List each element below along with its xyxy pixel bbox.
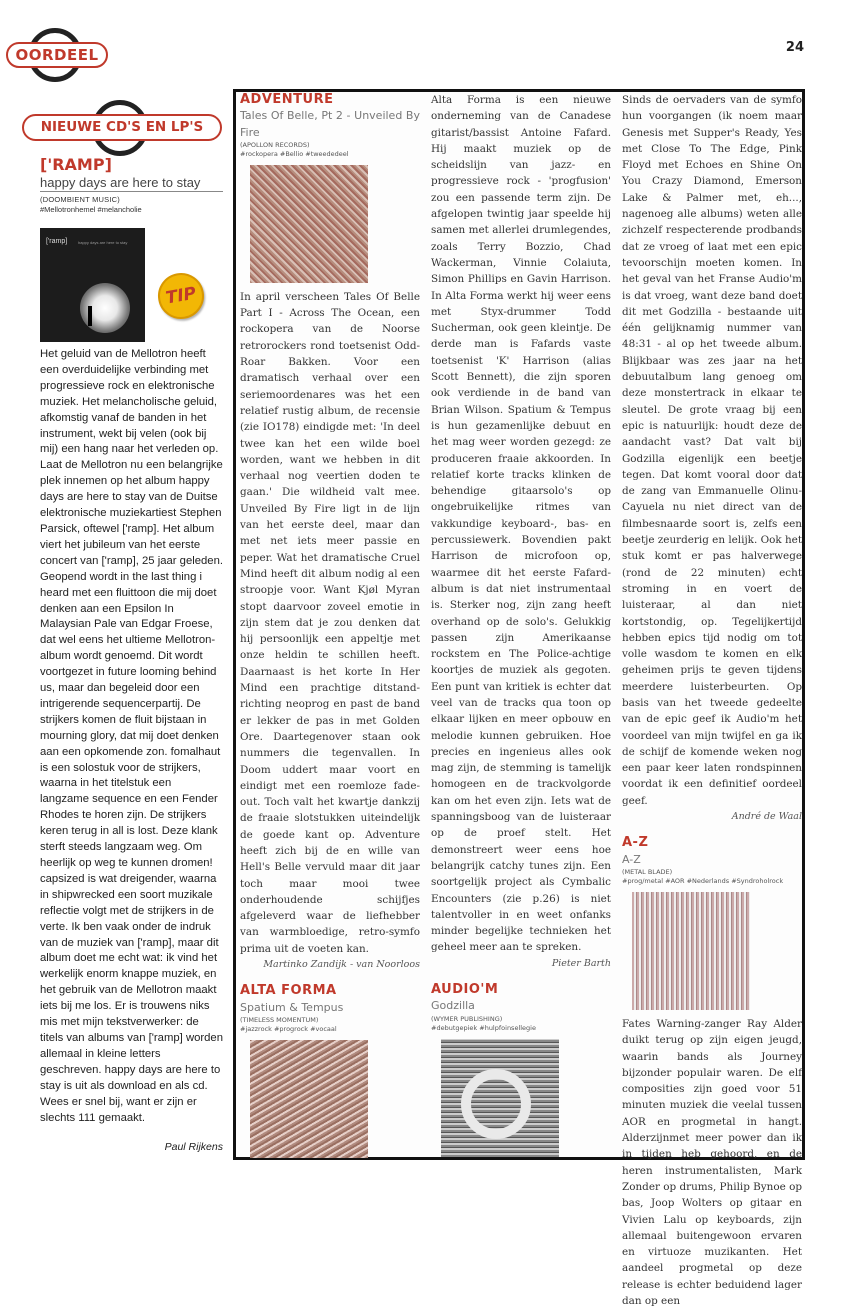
cover-subtext: happy days are here to stay [78, 240, 128, 245]
column-1 [240, 92, 420, 1164]
album-thumbnail [632, 892, 750, 1010]
section-author: Martinko Zandijk - van Noorloos [263, 959, 420, 971]
section-label: (TIMELESS MOMENTUM) [240, 1015, 319, 1024]
album-thumbnail [250, 1040, 368, 1158]
section-body: Sinds de oervaders van de symfo hun voorgangen (ik noem maar Genesis met Supper's Ready, Yes met Close To The Edge, Pink Floyd met Echoes en Shine On You Crazy Diamond, Emerson Lake & Palmer met, eh..., nagenoeg alle albums) weten alle zichzelf respecterende prodbands dat ze vroeg of laat met een epic tevoorschijn moeten komen. In het geval van het Franse Audio'm is dat vroeg, want deze band doet dit met Godzilla - bestaande uit één gelijknamig nummer van 48:31 - al op het tweede album. Blijkbaar was zes jaar na het debuutalbum lang genoeg om deze monstertrack in elkaar te sleutel. De grote vraag bij een epic is natuurlijk: houdt deze de aandacht vast? Dat valt bij Godzilla eigenlijk een beetje tegen. Dat komt vooral door dat de zang van Emmanuelle Olinu-Cayuela nu niet direct van de filmbesnaarde soort is, zelfs een beetje zeurderig en lelijk. Ook het stuk komt er pas halverwege (rond de 22 minuten) echt stroming in en voert de luisteraar, al dan niet kortstondig, op. Tegelijkertijd hebben epics tijd nodig om tot volle wasdom te komen en elk geheimen prijs te geven tijdens meerdere luisterbeurten. Op basis van het tweede gedeelte van de epic geef ik Audio'm het voordeel van mijn twijfel en ga ik de schijf de komende weken nog een paar keer laten rondspinnen voordat ik een definitief oordeel geef. [622, 94, 802, 807]
cover-silhouette [88, 306, 92, 326]
section-body: Fates Warning-zanger Ray Alder duikt terug op zijn eigen jeugd, waarin bands als Journey bijzonder populair waren. De elf composities zijn goed voor 51 minuten muziek die veelal tussen AOR en progmetal in hangt. Alderzijnmet meer power dan ik in tijden heb gehoord, en de heren instrumentalisten, Mark Zonder op drums, Philip Bynoe op bas, Joop Wolters op gitaar en Vivien Lalu op keyboards, zijn allemaal buitengewoon ervaren en virtuoze muzikanten. Het aandeel progmetal op deze release is echter beduidend lager dan op een [622, 1017, 802, 1307]
review-body: Het geluid van de Mellotron heeft een overduidelijke verbinding met progressieve rock en elektronische muziek. Het melancholische geluid, afkomstig vanaf de banden in het instrument, wekt bij velen (ook bij mij) een hang naar het verleden op. Laat de Mellotron nu een belangrijke plek innemen op het album happy days are here to stay van de Duitse elektronische muziekartiest Stephen Parsick, oftewel ['ramp]. Het album viert het jubileum van het eerste concert van ['ramp], 25 jaar geleden. Geopend wordt in the last thing i heard met een fluittoon die mij doet denken aan een Epsilon In Malaysian Pale van Edgar Froese, dat wel eens het ultieme Mellotron-album wordt genoemd. Dit wordt voortgezet in future looming behind us, maar dan begeleid door een intrigerende sequencerpartij. De strijkers komen de fluit bijstaan in mourning glory, dat mij doet denken aan een opkomende zon. fomalhaut is een solostuk voor de strijkers, waarna in het titelstuk een langzame sequence en een Fender Rhodes te horen zijn. De strijkers keren terug in all is lost. Deze klank sterft steeds langzaam weg. Om heerlijk op weg te kunnen dromen! capsized is wat dreigender, waarna in shipwrecked een soort muzikale reflectie volgt met de strijkers in de verte. Ik ben vaak onder de indruk van de muziek van ['ramp], maar dit album doet me echt wat: ik vind het werkelijk enorm knappe muziek, en het gebruik van de Mellotron maakt iets bij me los. Er is trouwens niks mis met mijn tekstverwerker: de titels van albums van ['ramp] worden allemaal in kleine letters geschreven. happy days are here to stay is uit als download en als cd. Wees er snel bij, want er zijn er slechts 111 gemaakt. [40, 348, 224, 1124]
section-author: Pieter Barth [551, 957, 611, 969]
section-heading: ADVENTURE [240, 92, 334, 107]
section-badge [22, 100, 222, 156]
section-heading: A-Z [622, 835, 649, 851]
column-2 [431, 92, 611, 1163]
section-author: André de Waal [731, 811, 802, 823]
section-badge-label: NIEUWE CD'S EN LP'S [22, 114, 222, 141]
section-heading: AUDIO'M [431, 982, 499, 998]
section-title: A-Z [622, 852, 641, 866]
section-label: (WYMER PUBLISHING) [431, 1014, 503, 1023]
review-author: Paul Rijkens [164, 1141, 223, 1153]
section-tags: #jazzrock #progrock #vocaal [240, 1024, 337, 1033]
oordeel-badge [6, 28, 108, 82]
section-tags: #prog/metal #AOR #Nederlands #Syndroholrock [622, 876, 784, 885]
album-cover [40, 228, 145, 342]
section-body: Alta Forma is een nieuwe onderneming van de Canadese gitarist/bassist Antoine Fafard. Hij maakt muziek op de scheidslijn van jazz- en progressieve rock - 'progfusion' zou een passende term zijn. De afgelopen twintig jaar speelde hij samen met allerlei drumlegendes, zoals Terry Bozzio, Chad Wackerman, Vinnie Colaiuta, Simon Phillips en Gavin Harrison. In Alta Forma werkt hij weer eens met Styx-drummer Todd Sucherman, ook geen kleintje. De derde man is Fafards vaste toetsenist 'K' Harrison (alias Scott Bennett), die zijn sporen ook verdiende in de band van Brian Wilson. Spatium & Tempus is hun gezamenlijke debuut en het mag weer worden gezegd: ze produceren fraaie akkoorden. In relatief korte tracks klinken de behendige gitaarsolo's op ongebruikelijke ritmes van vakkundige keyboard-, bas- en percussiewerk. Bovendien pakt Harrison de microfoon op, waarmee dit het eerste Fafard-album is dat niet instrumentaal is. Sterker nog, zijn zang heeft overhand op de solo's. Gelukkig passen zijn Amerikaanse rockstem en The Police-achtige koortjes de muziek als gegoten. Een punt van kritiek is echter dat veel van de tracks qua toon op elkaar lijken en meer opbouw en melodie kunnen gebruiken. Hoe precies en ingenieus alles ook mag zijn, de stemming is tamelijk homogeen en de trackvolgorde kan om het even zijn. Iets wat de spanningsboog van de luisteraar op de proef stelt. Het demonstreert weer eens hoe belangrijk catchy tunes zijn. Een soortgelijk project als Cymbalic Encounters (zie p.26) is niet talentvoller in en weet onfanks minder begelijke technieken het geheel meer aan te spreken. [431, 94, 611, 954]
album-thumbnail [250, 165, 368, 283]
tip-sticker [154, 269, 207, 322]
cover-disc [461, 1069, 531, 1139]
section-label: (APOLLON RECORDS) [240, 140, 310, 149]
reviews-frame [233, 89, 805, 1307]
album-title: happy days are here to stay [40, 175, 223, 192]
section-title: Tales Of Belle, Pt 2 - Unveiled By Fire [240, 109, 420, 139]
review-header [40, 155, 223, 214]
column-3 [622, 92, 802, 1309]
section-body: In april verscheen Tales Of Belle Part I - Across The Ocean, een rockopera van de Noorse retrorockers rond toetsenist Odd-Roar Bakken. Voor een dramatisch verhaal over een seriemoordenares was het een relatief rustig album, de recensie (zie IO178) eindigde met: 'In deel twee kan het een wilde boel worden, want we hebben in dit verhaal nog veertien doden te gaan.' Die wildheid valt mee. Unveiled By Fire ligt in de lijn van het eerste deel, maar dan met net iets meer passie en peper. Wat het dramatische Cruel Mind heeft dit album nodig al een stroopje voor. Want Kjøl Myran stopt daarvoor zoveel emotie in zijn stem dat je zou denken dat hij persoonlijk een appeltje met onze heldin te schillen heeft. Daarnaast is het korte In Her Mind een prachtige ditstand-richting neoprog en past de band er lekker de pas in met Golden Ore. Daartegenover staan ook nummers die tegenvallen. In Doom uddert maar voort en eindigt met een roemloze fade-out. Toch valt het kwartje dankzij de fraaie slotstukken uiteindelijk de goede kant op. Adventure heeft zich bij de en wille van Hell's Belle vervuld maar dit jaar toch maar mooi twee onderhoudende schijfjes afgeleverd waar de liefhebber van warmbloedige, retro-symfo prima uit de voeten kan. [240, 290, 420, 955]
record-label: (DOOMBIENT MUSIC) [40, 195, 120, 204]
cover-text: ['ramp] [46, 238, 68, 245]
section-heading: ALTA FORMA [240, 983, 337, 999]
album-thumbnail [441, 1039, 559, 1157]
section-tags: #debutgepiek #hulpfoinsellegie [431, 1023, 536, 1032]
tip-label: TIP [164, 283, 198, 309]
section-title: Godzilla [431, 999, 475, 1013]
section-title: Spatium & Tempus [240, 1000, 344, 1014]
page-number: 24 [785, 40, 804, 55]
oordeel-label: OORDEEL [6, 42, 108, 68]
section-label: (METAL BLADE) [622, 867, 673, 876]
section-tags: #rockopera #Bellio #tweededeel [240, 149, 349, 158]
artist-name: ['RAMP] [40, 155, 112, 174]
hashtags: #Mellotronhemel #melancholie [40, 205, 142, 214]
